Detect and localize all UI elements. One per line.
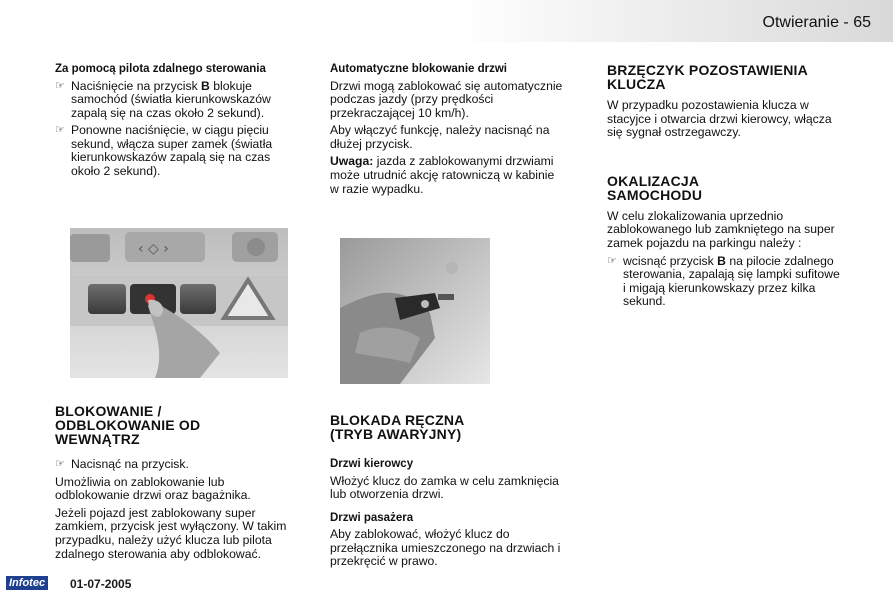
- driver-door-heading: Drzwi kierowcy: [330, 458, 414, 470]
- pointing-hand-icon: ☞: [55, 124, 65, 137]
- paragraph: Aby włączyć funkcję, należy nacisnąć na dłużej przycisk.: [330, 123, 550, 151]
- paragraph: Uwaga: jazda z zablokowanymi drzwiami może utrudnić akcję ratowniczą w kabinie w razie wypadku.: [330, 154, 555, 196]
- paragraph: Aby zablokować, włożyć klucz do przełącznika umieszczonego na drzwiach i przekręcić w prawo.: [330, 527, 561, 569]
- list-item: [55, 124, 287, 178]
- pointing-hand-icon: ☞: [607, 254, 617, 267]
- remote-heading: Za pomocą pilota zdalnego sterowania: [55, 63, 266, 75]
- paragraph: W przypadku pozostawienia klucza w stacyjce i otwarcia drzwi kierowcy, włącza się sygnał ostrzegawczy.: [607, 98, 832, 140]
- column-2-top: [330, 63, 564, 200]
- section-title: BLOKADA RĘCZNA (TRYB AWARYJNY): [330, 412, 465, 442]
- paragraph: Umożliwia on zablokowanie lub odblokowanie drzwi oraz bagażnika.: [55, 474, 251, 503]
- paragraph: W celu zlokalizowania uprzednio zablokowanego lub zamkniętego na super zamek pojazdu na parkingu należy :: [607, 208, 835, 250]
- footer-date: 01-07-2005: [70, 577, 132, 591]
- key-in-door-lock-photo: [340, 238, 490, 384]
- svg-text:‹ ◇ ›: ‹ ◇ ›: [138, 241, 169, 257]
- column-3: [607, 63, 841, 313]
- note-label: Uwaga:: [330, 154, 374, 169]
- paragraph: Jeżeli pojazd jest zablokowany super zamkiem, przycisk jest wyłączony. W takim przypadku, należy użyć klucza lub pilota zdalnego sterowania aby odblokować.: [55, 505, 287, 561]
- column-1-top: [55, 63, 287, 183]
- list-item: [55, 80, 287, 121]
- footer-brand: Infotec: [6, 576, 48, 590]
- column-2-bottom: [330, 413, 564, 573]
- list-item: [607, 255, 841, 309]
- section-title: BRZĘCZYK POZOSTAWIENIA KLUCZA: [607, 62, 808, 92]
- auto-lock-heading: Automatyczne blokowanie drzwi: [330, 63, 507, 75]
- list-item: [55, 458, 287, 472]
- pointing-hand-icon: ☞: [55, 79, 65, 92]
- paragraph: Drzwi mogą zablokować się automatycznie podczas jazdy (przy prędkości przekraczającej 10 km/h).: [330, 78, 563, 120]
- list-item-text: Naciśnięcie na przycisk B blokuje samochód (światła kierunkowskazów zapalą się na czas około 2 sekund).: [71, 78, 271, 120]
- column-1-bottom: [55, 404, 287, 565]
- section-title: OKALIZACJA SAMOCHODU: [607, 172, 703, 203]
- paragraph: Włożyć klucz do zamka w celu zamknięcia lub otworzenia drzwi.: [330, 473, 559, 502]
- passenger-door-heading: Drzwi pasażera: [330, 511, 414, 524]
- page-header: Otwieranie - 65: [762, 14, 871, 31]
- section-title: BLOKOWANIE / ODBLOKOWANIE OD WEWNĄTRZ: [55, 403, 201, 447]
- list-item-text: wcisnąć przycisk B na pilocie zdalnego sterowania, zapalają się lampki sufitowe i migają kierunkowskazy przez kilka sekund.: [623, 253, 840, 309]
- dashboard-lock-button-photo: [70, 228, 288, 378]
- pointing-hand-icon: ☞: [55, 458, 65, 470]
- list-item-text: Ponowne naciśnięcie, w ciągu pięciu sekund, włącza super zamek (światła kierunkowskazów zapalą się na czas około 2 sekund).: [71, 123, 273, 179]
- list-item-text: Nacisnąć na przycisk.: [71, 457, 189, 471]
